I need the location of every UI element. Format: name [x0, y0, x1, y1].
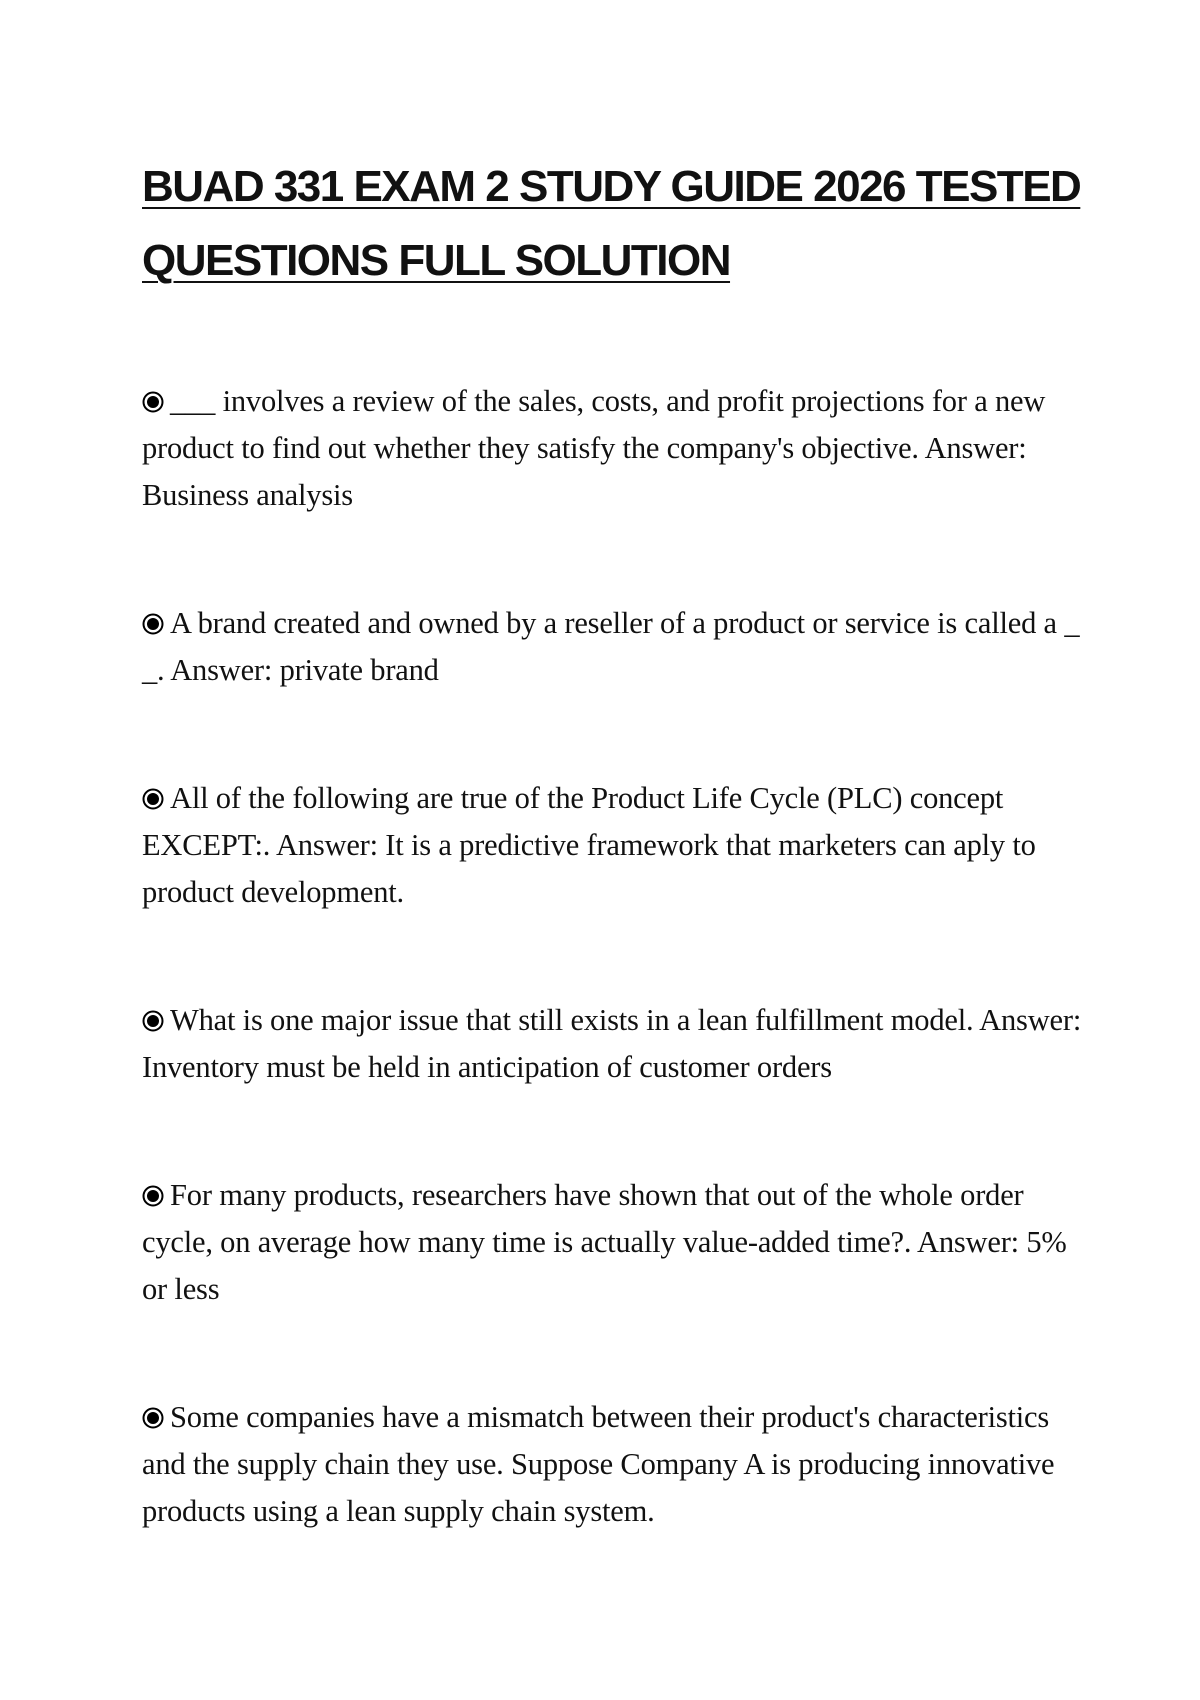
qa-item-text: All of the following are true of the Product Life Cycle (PLC) concept EXCEPT:. Answer: It is a predictive framework that marketers can aply to product development.	[142, 781, 1036, 909]
qa-item	[142, 997, 1082, 1091]
qa-item-text: What is one major issue that still exists in a lean fulfillment model. Answer: Inventory must be held in anticipation of customer orders	[142, 1003, 1082, 1084]
qa-item	[142, 600, 1082, 694]
radio-button-filled-icon	[142, 1010, 164, 1032]
title-line-2: QUESTIONS FULL SOLUTION	[142, 236, 731, 285]
qa-item	[142, 378, 1082, 519]
radio-button-filled-icon	[142, 788, 164, 810]
title-line-1: BUAD 331 EXAM 2 STUDY GUIDE 2026 TESTED	[142, 162, 1081, 211]
radio-button-filled-icon	[142, 613, 164, 635]
qa-item-text: For many products, researchers have shown that out of the whole order cycle, on average how many time is actually value-added time?. Answer: 5% or less	[142, 1178, 1067, 1306]
qa-item	[142, 1394, 1082, 1535]
document-title	[142, 150, 1092, 298]
qa-item-text: ___ involves a review of the sales, costs, and profit projections for a new product to find out whether they satisfy the company's objective. Answer: Business analysis	[142, 384, 1046, 512]
radio-button-filled-icon	[142, 1185, 164, 1207]
radio-button-filled-icon	[142, 391, 164, 413]
radio-button-filled-icon	[142, 1407, 164, 1429]
qa-item	[142, 1172, 1082, 1313]
qa-item-text: Some companies have a mismatch between their product's characteristics and the supply chain they use. Suppose Company A is producing innovative products using a lean supply chain system.	[142, 1400, 1055, 1528]
qa-item-text: A brand created and owned by a reseller of a product or service is called a _ _. Answer: private brand	[142, 606, 1080, 687]
qa-item	[142, 775, 1082, 916]
